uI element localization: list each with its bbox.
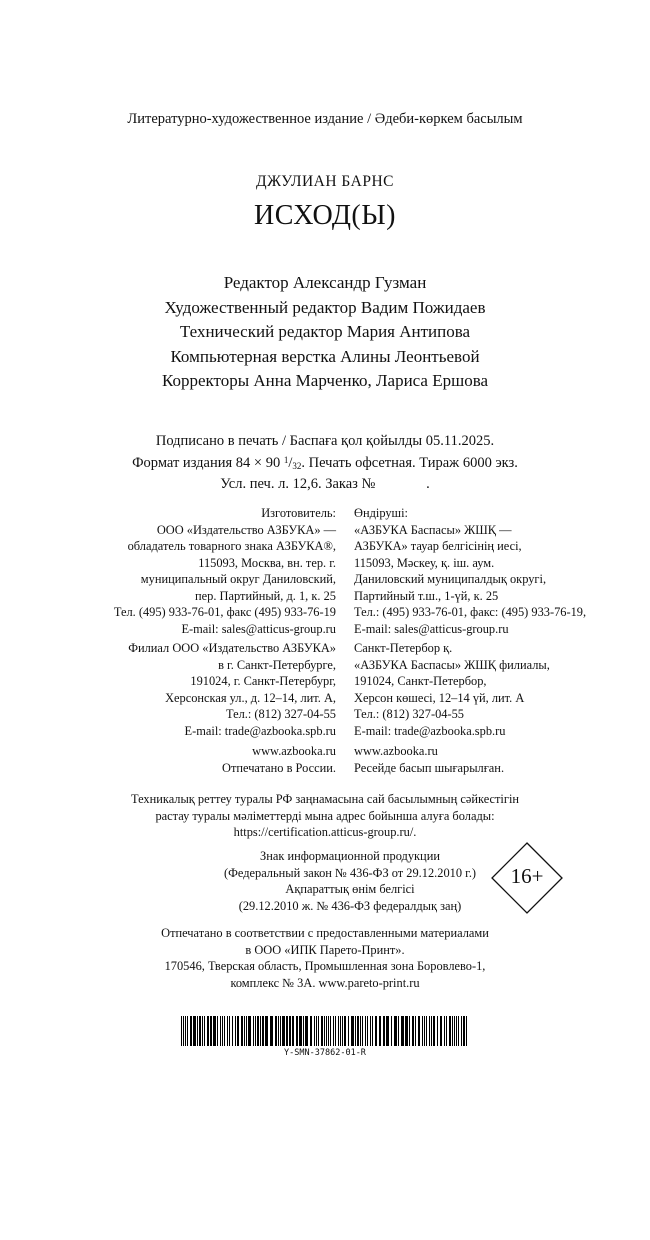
order-line: Усл. печ. л. 12,6. Заказ № . xyxy=(220,476,430,492)
branch-ru-line: Тел.: (812) 327-04-55 xyxy=(226,707,336,721)
branch-kz-line: 191024, Санкт-Петербор, xyxy=(354,674,487,688)
manufacturer-ru-line: ООО «Издательство АЗБУКА» — xyxy=(156,522,336,537)
sign-line: Ақпараттық өнім белгісі xyxy=(285,882,415,896)
tech-line: растау туралы мәліметтерді мына адрес бойынша алуға болады: xyxy=(155,808,495,823)
branch-ru-line: Херсонская ул., д. 12–14, лит. А, xyxy=(165,690,336,705)
printed-line: в ООО «ИПК Парето-Принт». xyxy=(245,942,405,957)
manufacturer-kz xyxy=(354,505,586,637)
printed-line: Отпечатано в соответствии с предоставленными материалами xyxy=(161,926,489,940)
manufacturer-ru-line: обладатель товарного знака АЗБУКА®, xyxy=(127,539,336,553)
manufacturer-kz-line: «АЗБУКА Баспасы» ЖШҚ — xyxy=(354,522,512,537)
info-product-sign-block xyxy=(178,848,522,914)
branch-ru-line: в г. Санкт-Петербурге, xyxy=(218,657,336,672)
printed-line: 170546, Тверская область, Промышленная зона Боровлево-1, xyxy=(164,959,486,973)
book-title: ИСХОД(Ы) xyxy=(254,200,396,231)
manufacturer-ru xyxy=(114,505,336,637)
manufacturer-ru-line: муниципальный округ Даниловский, xyxy=(140,572,336,586)
manufacturer-ru-line: Изготовитель: xyxy=(261,506,336,520)
manufacturer-kz-line: 115093, Мәскеу, қ. іш. аум. xyxy=(354,555,495,570)
manufacturer-kz-line: Өндіруші: xyxy=(354,506,408,520)
manufacturer-kz-line: Даниловский муниципалдық округі, xyxy=(354,572,547,586)
certification-link[interactable]: https://certification.atticus-group.ru/. xyxy=(233,825,417,839)
credit-tech-editor: Технический редактор Мария Антипова xyxy=(179,322,471,341)
branch-ru-line: 191024, г. Санкт-Петербург, xyxy=(190,674,336,688)
manufacturer-kz-line: Тел.: (495) 933-76-01, факс: (495) 933-76-19, xyxy=(354,605,587,619)
branch-ru xyxy=(128,640,336,739)
credits-block xyxy=(0,271,650,394)
format-numerator: 1 xyxy=(283,454,289,465)
format-denominator: 32 xyxy=(292,460,302,471)
branch-kz xyxy=(354,640,550,739)
manufacturer-kz-line: E-mail: sales@atticus-group.ru xyxy=(354,621,509,636)
credit-layout: Компьютерная верстка Алины Леонтьевой xyxy=(170,346,480,366)
branch-kz-line: Херсон көшесі, 12–14 үй, лит. А xyxy=(354,690,525,705)
printed-by-block xyxy=(0,925,650,991)
format-rest: . Печать офсетная. Тираж 6000 экз. xyxy=(301,454,518,471)
credit-proofreaders: Корректоры Анна Марченко, Лариса Ершова xyxy=(161,371,489,390)
printed-line: комплекс № 3А. www.pareto-print.ru xyxy=(230,975,420,990)
sign-line: Знак информационной продукции xyxy=(260,849,440,863)
barcode-icon xyxy=(181,1016,468,1046)
web-ru xyxy=(222,743,336,776)
manufacturer-kz-line: АЗБУКА» тауар белгісінің иесі, xyxy=(354,539,522,553)
branch-ru-line: Филиал ООО «Издательство АЗБУКА» xyxy=(128,641,336,655)
format-text: Формат издания 84 × 90 xyxy=(132,454,284,471)
manufacturer-kz-line: Партийный т.ш., 1-үй, к. 25 xyxy=(354,588,499,603)
print-info xyxy=(0,432,650,494)
signed-for-print: Подписано в печать / Баспаға қол қойылды 05.11.2025. xyxy=(155,433,495,449)
tech-line: Техникалық реттеу туралы РФ заңнамасына сай басылымның сәйкестігін xyxy=(130,792,520,806)
printed-in-russia-kz: Ресейде басып шығарылған. xyxy=(354,760,505,775)
format-line xyxy=(0,451,650,476)
age-rating-label: 16+ xyxy=(510,864,544,888)
branch-kz-line: Тел.: (812) 327-04-55 xyxy=(354,707,464,721)
sign-line: (29.12.2010 ж. № 436-ФЗ федералдық заң) xyxy=(238,898,462,913)
printed-in-russia: Отпечатано в России. xyxy=(222,760,336,775)
branch-kz-line: E-mail: trade@azbooka.spb.ru xyxy=(354,723,506,738)
branch-kz-line: «АЗБУКА Баспасы» ЖШҚ филиалы, xyxy=(354,657,550,672)
format-slash: / xyxy=(288,454,293,471)
website-link[interactable]: www.azbooka.ru xyxy=(354,744,438,758)
manufacturer-ru-line: пер. Партийный, д. 1, к. 25 xyxy=(195,588,336,603)
genre-line: Литературно-художественное издание / Әдеби-көркем басылым xyxy=(127,111,523,127)
tech-regulation-block xyxy=(0,791,650,841)
manufacturer-ru-line: E-mail: sales@atticus-group.ru xyxy=(181,621,336,636)
credit-editor: Редактор Александр Гузман xyxy=(223,273,427,292)
manufacturer-ru-line: Тел. (495) 933-76-01, факс (495) 933-76-19 xyxy=(113,605,336,619)
credit-art-editor: Художественный редактор Вадим Пожидаев xyxy=(164,297,486,317)
branch-kz-line: Санкт-Петербор қ. xyxy=(354,641,453,655)
manufacturer-ru-line: 115093, Москва, вн. тер. г. xyxy=(198,555,336,570)
website-link[interactable]: www.azbooka.ru xyxy=(252,744,336,758)
branch-ru-line: E-mail: trade@azbooka.spb.ru xyxy=(184,723,336,738)
sign-line: (Федеральный закон № 436-ФЗ от 29.12.2010 г.) xyxy=(223,865,477,880)
barcode-text: Y-SMN-37862-01-R xyxy=(284,1048,366,1058)
author-name: ДЖУЛИАН БАРНС xyxy=(256,173,394,190)
web-kz xyxy=(354,743,504,776)
